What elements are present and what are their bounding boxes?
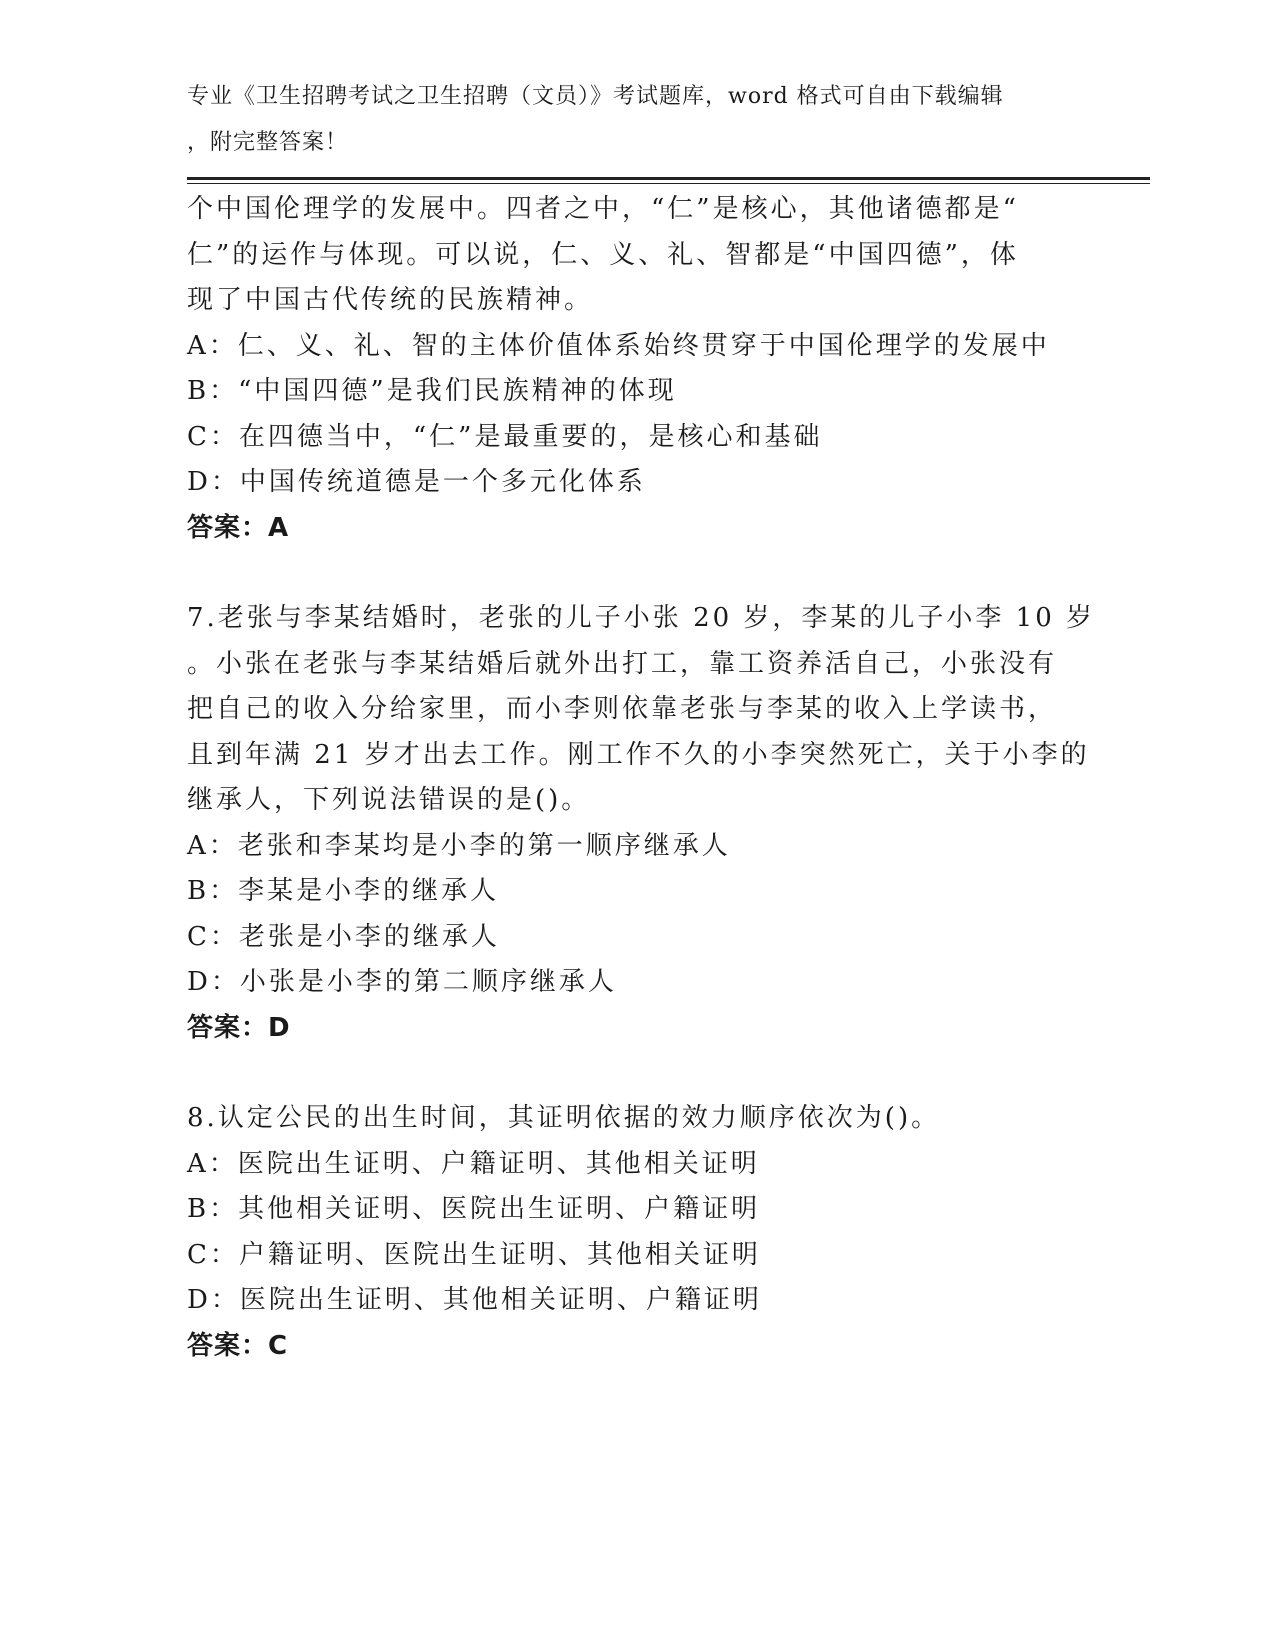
document-header: [187, 74, 1067, 165]
question-list: [187, 187, 1096, 1369]
header-divider-thin: [187, 183, 1150, 184]
header-line-2: ，附完整答案！: [187, 129, 349, 155]
spacer: [187, 551, 1087, 596]
option-a: A：医院出生证明、户籍证明、其他相关证明: [187, 1148, 760, 1179]
option-b: B：“中国四德”是我们民族精神的体现: [187, 376, 677, 406]
question-stem-line: 。小张在老张与李某结婚后就外出打工，靠工资养活自己，小张没有: [187, 648, 1058, 679]
answer-label: 答案：D: [187, 1012, 291, 1043]
option-c: C：老张是小李的继承人: [187, 921, 500, 952]
option-b: B：其他相关证明、医院出生证明、户籍证明: [187, 1194, 761, 1224]
answer-label: 答案：A: [187, 512, 290, 543]
option-a: A：老张和李某均是小李的第一顺序继承人: [187, 830, 731, 861]
question-stem-line: 仁”的运作与体现。可以说，仁、义、礼、智都是“中国四德”，体: [187, 239, 1019, 270]
option-d: D：小张是小李的第二顺序继承人: [187, 967, 617, 997]
option-c: C：户籍证明、医院出生证明、其他相关证明: [187, 1239, 761, 1270]
option-c: C：在四德当中，“仁”是最重要的，是核心和基础: [187, 421, 823, 452]
header-divider-thick: [187, 177, 1150, 180]
question-stem-line: 且到年满 21 岁才出去工作。刚工作不久的小李突然死亡，关于小李的: [187, 739, 1090, 770]
question-stem-line: 8.认定公民的出生时间，其证明依据的效力顺序依次为()。: [187, 1103, 941, 1133]
spacer: [187, 1051, 1087, 1096]
question-stem-line: 把自己的收入分给家里，而小李则依靠老张与李某的收入上学读书，: [187, 694, 1058, 724]
option-b: B：李某是小李的继承人: [187, 876, 500, 906]
question-stem-line: 现了中国古代传统的民族精神。: [187, 285, 594, 315]
option-d: D：医院出生证明、其他相关证明、户籍证明: [187, 1285, 762, 1315]
question-8: [187, 1096, 1087, 1369]
question-stem-line: 继承人，下列说法错误的是()。: [187, 785, 591, 815]
question-7: [187, 596, 1096, 1051]
answer-label: 答案：C: [187, 1330, 289, 1361]
question-6: [187, 187, 1087, 551]
question-stem-line: 个中国伦理学的发展中。四者之中，“仁”是核心，其他诸德都是“: [187, 194, 1019, 224]
option-a: A：仁、义、礼、智的主体价值体系始终贯穿于中国伦理学的发展中: [187, 330, 1050, 361]
option-d: D：中国传统道德是一个多元化体系: [187, 467, 646, 497]
question-stem-line: 7.老张与李某结婚时，老张的儿子小张 20 岁，李某的儿子小李 10 岁: [187, 603, 1096, 633]
header-line-1: 专业《卫生招聘考试之卫生招聘（文员）》考试题库，word 格式可自由下载编辑: [187, 84, 1004, 109]
